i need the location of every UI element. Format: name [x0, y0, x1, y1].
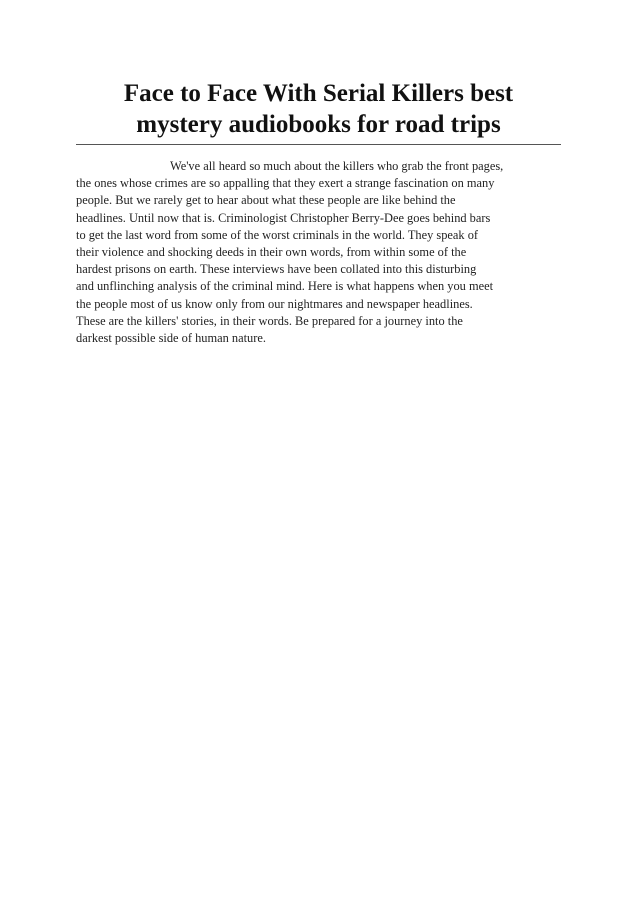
- title-line: mystery audiobooks for road trips: [136, 111, 501, 138]
- document-body: [76, 158, 561, 347]
- body-line: their violence and shocking deeds in their own words, from within some of the: [76, 245, 467, 260]
- body-line: headlines. Until now that is. Criminologist Christopher Berry-Dee goes behind bars: [76, 210, 491, 225]
- body-line: We've all heard so much about the killers who grab the front pages,: [170, 159, 504, 173]
- title-line: Face to Face With Serial Killers best: [123, 80, 514, 107]
- body-line: the people most of us know only from our nightmares and newspaper headlines.: [76, 296, 473, 311]
- document-title: [76, 78, 561, 145]
- body-line: people. But we rarely get to hear about what these people are like behind the: [76, 193, 456, 208]
- body-line: These are the killers' stories, in their words. Be prepared for a journey into the: [76, 313, 463, 328]
- body-line: and unflinching analysis of the criminal mind. Here is what happens when you meet: [76, 279, 494, 294]
- body-line: to get the last word from some of the worst criminals in the world. They speak of: [76, 227, 479, 242]
- body-line: the ones whose crimes are so appalling that they exert a strange fascination on many: [76, 176, 495, 191]
- body-line: hardest prisons on earth. These interviews have been collated into this disturbing: [76, 262, 477, 277]
- body-line: darkest possible side of human nature.: [76, 331, 266, 346]
